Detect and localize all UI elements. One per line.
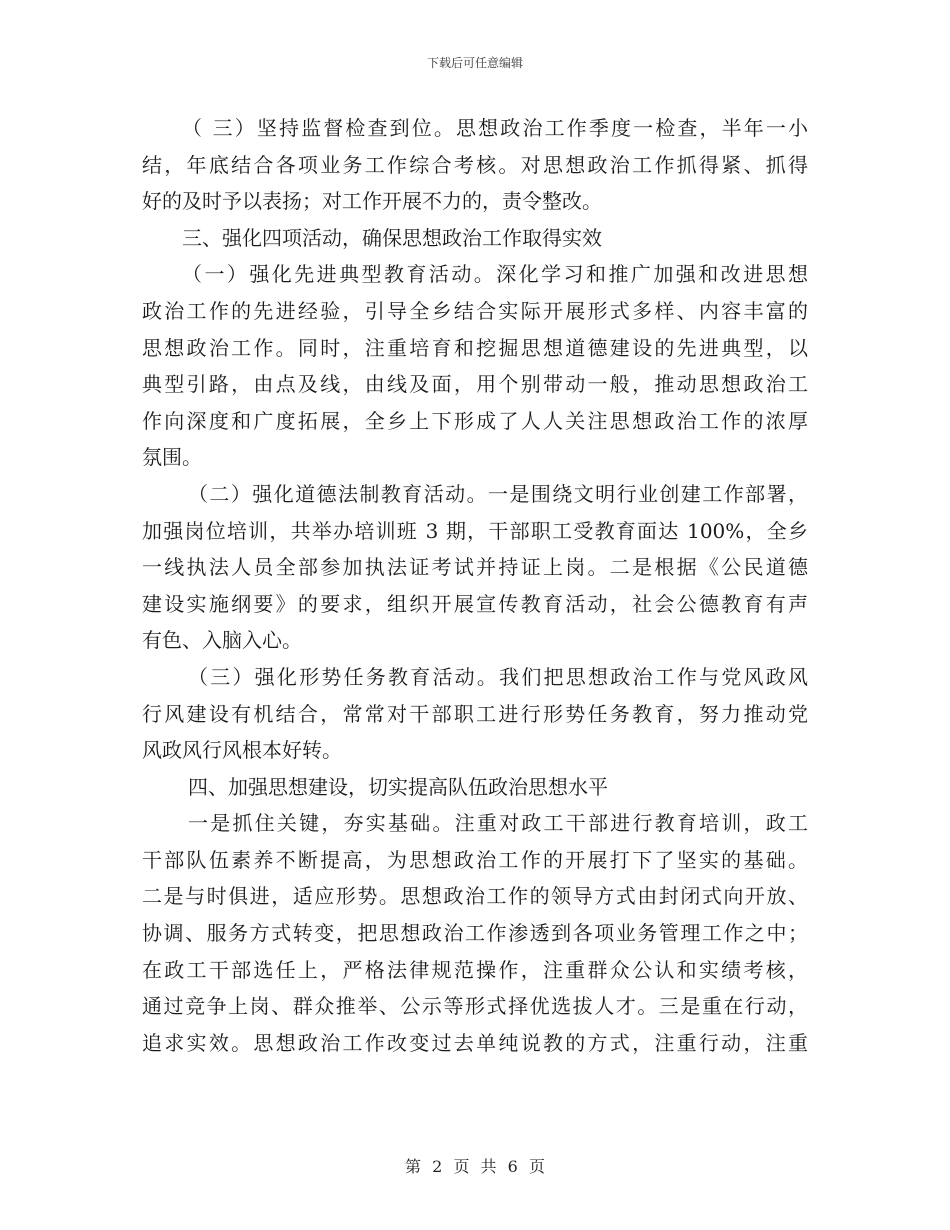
text-line: 一线执法人员全部参加执法证考试并持证上岗。二是根据《公民道德: [142, 555, 808, 580]
text-line: 协调、服务方式转变，把思想政治工作渗透到各项业务管理工作之中；: [142, 921, 808, 946]
text-line: 加强岗位培训，共举办培训班 3 期，干部职工受教育面达 100%，全乡: [142, 518, 808, 543]
text-line: 结，年底结合各项业务工作综合考核。对思想政治工作抓得紧、抓得: [142, 152, 808, 177]
page-header: 下载后可任意编辑: [426, 56, 523, 70]
page-label-ye: 页: [453, 1157, 470, 1176]
text-line: 干部队伍素养不断提高，为思想政治工作的开展打下了坚实的基础。: [142, 847, 808, 872]
page-number-current: 2: [432, 1157, 443, 1176]
text-line: 典型引路，由点及线，由线及面，用个别带动一般，推动思想政治工: [142, 372, 808, 397]
page-label-di: 第: [405, 1157, 422, 1176]
text-line: （三）强化形势任务教育活动。我们把思想政治工作与党风政风: [188, 664, 808, 689]
text-line: （一）强化先进典型教育活动。深化学习和推广加强和改进思想: [182, 262, 808, 287]
text-line: 二是与时俱进，适应形势。思想政治工作的领导方式由封闭式向开放、: [142, 884, 808, 909]
page-label-gong: 共: [480, 1157, 497, 1176]
text-line: 有色、入脑入心。: [142, 628, 302, 653]
text-line: 一是抓住关键，夯实基础。注重对政工干部进行教育培训，政工: [188, 811, 808, 836]
text-line: （ 三）坚持监督检查到位。思想政治工作季度一检查，半年一小: [182, 116, 808, 140]
text-line: 在政工干部选任上，严格法律规范操作，注重群众公认和实绩考核，: [142, 957, 808, 982]
page-label-ye2: 页: [528, 1157, 545, 1176]
page-number-total: 6: [507, 1157, 518, 1176]
text-line: 作向深度和广度拓展，全乡上下形成了人人关注思想政治工作的浓厚: [142, 408, 808, 433]
text-line: 通过竞争上岗、群众推举、公示等形式择优选拔人才。三是重在行动，: [142, 994, 808, 1019]
text-line: （二）强化道德法制教育活动。一是围绕文明行业创建工作部署，: [188, 481, 808, 506]
text-line: 氛围。: [142, 445, 202, 470]
section-heading: 四、加强思想建设，切实提高队伍政治思想水平: [188, 774, 608, 799]
text-line: 风政风行风根本好转。: [142, 738, 342, 763]
section-heading: 三、强化四项活动，确保思想政治工作取得实效: [182, 225, 602, 250]
text-line: 思想政治工作。同时，注重培育和挖掘思想道德建设的先进典型，以: [142, 335, 808, 360]
text-line: 好的及时予以表扬；对工作开展不力的，责令整改。: [142, 189, 602, 214]
document-body: [142, 110, 808, 1061]
text-line: 行风建设有机结合，常常对干部职工进行形势任务教育，努力推动党: [142, 701, 808, 726]
text-line: 建设实施纲要》的要求，组织开展宣传教育活动，社会公德教育有声: [142, 591, 808, 616]
text-line: 政治工作的先进经验，引导全乡结合实际开展形式多样、内容丰富的: [142, 298, 808, 323]
page-footer: [0, 1154, 950, 1177]
text-line: 追求实效。思想政治工作改变过去单纯说教的方式，注重行动，注重: [142, 1030, 808, 1055]
